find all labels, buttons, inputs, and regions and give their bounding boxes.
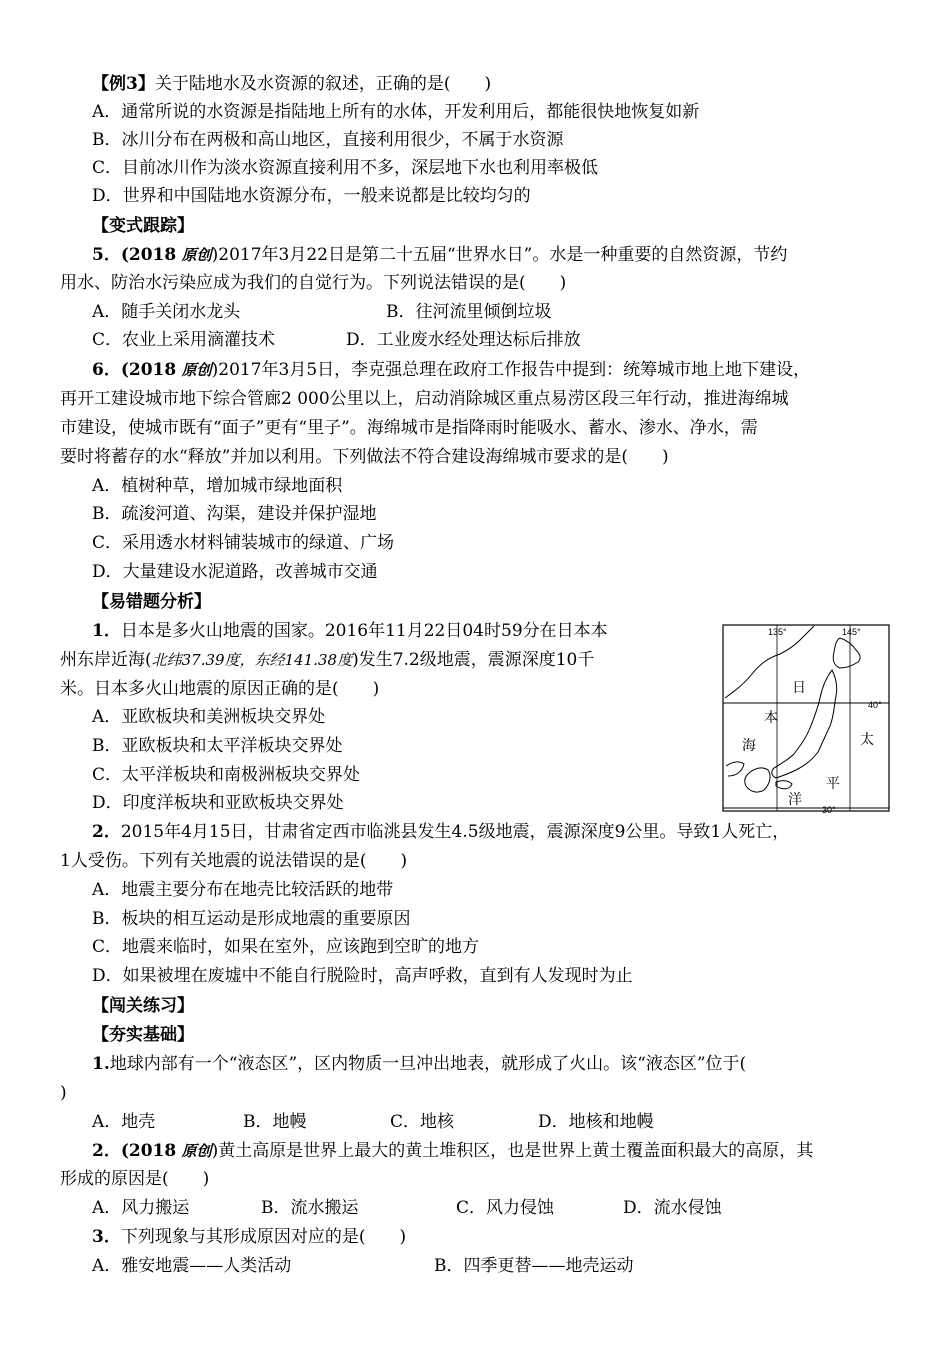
practice-2-line-1: 2．(2018 原创)黄土高原是世界上最大的黄土堆积区，也是世界上黄土覆盖面积最大的高原，其 — [92, 1141, 814, 1161]
question-6-option-c: C．采用透水材料铺装城市的绿道、广场 — [92, 533, 395, 553]
map-label-hai: 海 — [742, 738, 756, 754]
example-3-option-a: A．通常所说的水资源是指陆地上所有的水体，开发利用后，都能很快地恢复如新 — [92, 102, 700, 122]
map-label-ri: 日 — [792, 680, 806, 696]
error-question-1-line-1: 1．日本是多火山地震的国家。2016年11月22日04时59分在日本本 — [92, 621, 608, 641]
map-frame — [723, 625, 889, 811]
section-heading-basics: 【夯实基础】 — [92, 1025, 194, 1045]
error-question-1-option-d: D．印度洋板块和亚欧板块交界处 — [92, 793, 344, 813]
longitude-135-label: 135° — [768, 627, 787, 637]
example-3-option-b: B．冰川分布在两极和高山地区，直接利用很少，不属于水资源 — [92, 130, 564, 150]
practice-2-line-2: 形成的原因是( ) — [60, 1169, 210, 1189]
question-5-option-c: C．农业上采用滴灌技术 — [92, 330, 276, 350]
question-5-option-b: B．往河流里倾倒垃圾 — [386, 302, 552, 322]
example-3-option-c: C．目前冰川作为淡水资源直接利用不多，深层地下水也利用率极低 — [92, 158, 599, 178]
error-question-2-line-1: 2．2015年4月15日，甘肃省定西市临洮县发生4.5级地震，震源深度9公里。导致1人死亡， — [92, 822, 790, 842]
question-5-option-d: D．工业废水经处理达标后排放 — [346, 330, 581, 350]
practice-1-option-b: B．地幔 — [243, 1112, 307, 1132]
practice-1-option-a: A．地壳 — [92, 1112, 156, 1132]
question-5-option-a: A．随手关闭水龙头 — [92, 302, 241, 322]
error-question-2-option-d: D．如果被埋在废墟中不能自行脱险时，高声呼救，直到有人发现时为止 — [92, 966, 633, 986]
practice-2-option-a: A．风力搬运 — [92, 1198, 190, 1218]
error-question-2-line-2: 1人受伤。下列有关地震的说法错误的是( ) — [60, 851, 408, 871]
question-6-line-2: 再开工建设城市地下综合管廊2 000公里以上，启动消除城区重点易涝区段三年行动，推进海绵城 — [60, 389, 789, 409]
longitude-145-label: 145° — [842, 627, 861, 637]
latitude-40-label: 40° — [868, 700, 882, 710]
practice-1-option-d: D．地核和地幔 — [538, 1112, 654, 1132]
practice-1-line-2: ) — [60, 1083, 67, 1103]
error-question-1-line-3: 米。日本多火山地震的原因正确的是( ) — [60, 679, 380, 699]
latitude-30-label: 30° — [822, 805, 836, 814]
practice-1-option-c: C．地核 — [390, 1112, 455, 1132]
example-3-option-d: D．世界和中国陆地水资源分布，一般来说都是比较均匀的 — [92, 186, 531, 206]
practice-3-option-b: B．四季更替——地壳运动 — [434, 1256, 634, 1276]
practice-2-option-b: B．流水搬运 — [261, 1198, 359, 1218]
map-label-tai: 太 — [860, 732, 874, 748]
error-question-2-option-b: B．板块的相互运动是形成地震的重要原因 — [92, 909, 411, 929]
map-label-ben: 本 — [764, 710, 778, 726]
map-label-ping: 平 — [826, 776, 840, 792]
practice-2-option-d: D．流水侵蚀 — [623, 1198, 722, 1218]
example-3-tag: 【例3】 — [92, 74, 155, 94]
question-6-line-1: 6．(2018 原创)2017年3月5日，李克强总理在政府工作报告中提到：统筹城市地上地下建设， — [92, 360, 811, 380]
example-3-stem: 【例3】关于陆地水及水资源的叙述，正确的是( ) — [92, 74, 492, 94]
section-heading-practice: 【闯关练习】 — [92, 996, 194, 1016]
japan-map-figure — [722, 624, 890, 814]
error-question-1-option-b: B．亚欧板块和太平洋板块交界处 — [92, 736, 343, 756]
error-question-1-line-2: 州东岸近海(北纬37.39度，东经141.38度)发生7.2级地震，震源深度10千 — [60, 650, 595, 670]
practice-3-stem: 3．下列现象与其形成原因对应的是( ) — [92, 1227, 407, 1247]
error-question-1-option-c: C．太平洋板块和南极洲板块交界处 — [92, 765, 361, 785]
question-6-line-4: 要时将蓄存的水“释放”并加以利用。下列做法不符合建设海绵城市要求的是( ) — [60, 447, 669, 467]
practice-3-option-a: A．雅安地震——人类活动 — [92, 1256, 292, 1276]
question-5-line-2: 用水、防治水污染应成为我们的自觉行为。下列说法错误的是( ) — [60, 273, 567, 293]
question-5-line-1: 5．(2018 原创)2017年3月22日是第二十五届“世界水日”。水是一种重要的自然资源，节约 — [92, 245, 788, 265]
error-question-1-option-a: A．亚欧板块和美洲板块交界处 — [92, 707, 326, 727]
question-6-option-b: B．疏浚河道、沟渠，建设并保护湿地 — [92, 504, 377, 524]
error-question-2-option-a: A．地震主要分布在地壳比较活跃的地带 — [92, 880, 394, 900]
section-heading-variant: 【变式跟踪】 — [92, 216, 194, 236]
practice-1-line-1: 1.地球内部有一个“液态区”，区内物质一旦冲出地表，就形成了火山。该“液态区”位于( — [92, 1054, 747, 1074]
section-heading-error-analysis: 【易错题分析】 — [92, 592, 211, 612]
question-6-option-a: A．植树种草，增加城市绿地面积 — [92, 476, 343, 496]
error-question-2-option-c: C．地震来临时，如果在室外，应该跑到空旷的地方 — [92, 937, 480, 957]
question-6-line-3: 市建设，使城市既有“面子”更有“里子”。海绵城市是指降雨时能吸水、蓄水、渗水、净水，需 — [60, 418, 758, 438]
practice-2-option-c: C．风力侵蚀 — [456, 1198, 555, 1218]
question-6-option-d: D．大量建设水泥道路，改善城市交通 — [92, 562, 378, 582]
map-label-yang: 洋 — [788, 792, 802, 808]
